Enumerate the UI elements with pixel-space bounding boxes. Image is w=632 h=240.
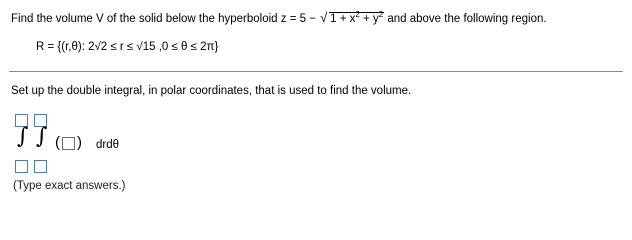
- answer-hint: (Type exact answers.): [13, 180, 126, 192]
- question-text: [11, 11, 547, 28]
- outer-lower-limit-input[interactable]: [15, 160, 28, 173]
- instruction-text: Set up the double integral, in polar coordinates, that is used to find the volume.: [11, 85, 412, 97]
- question-suffix: and above the following region.: [384, 13, 547, 25]
- region-definition: R = {(r,θ): 2√2 ≤ r ≤ √15 ,0 ≤ θ ≤ 2π}: [36, 41, 219, 53]
- open-paren: (: [55, 134, 60, 151]
- divider: [9, 71, 623, 72]
- exponent-y: 2: [378, 10, 384, 19]
- outer-integral-sign: ∫: [17, 124, 29, 149]
- integrand-input[interactable]: [62, 137, 75, 150]
- radical-sign: √: [320, 10, 328, 25]
- question-prefix: Find the volume V of the solid below the hyperboloid z = 5 −: [11, 13, 320, 25]
- sqrt-expression: [320, 11, 384, 28]
- close-paren: ): [77, 134, 82, 151]
- differentials: drdθ: [96, 139, 120, 151]
- inner-integral-sign: ∫: [36, 124, 48, 149]
- exponent-x: 2: [355, 10, 360, 19]
- inner-lower-limit-input[interactable]: [34, 160, 47, 173]
- radicand: $1 + x^2 + y^2$: [330, 10, 384, 25]
